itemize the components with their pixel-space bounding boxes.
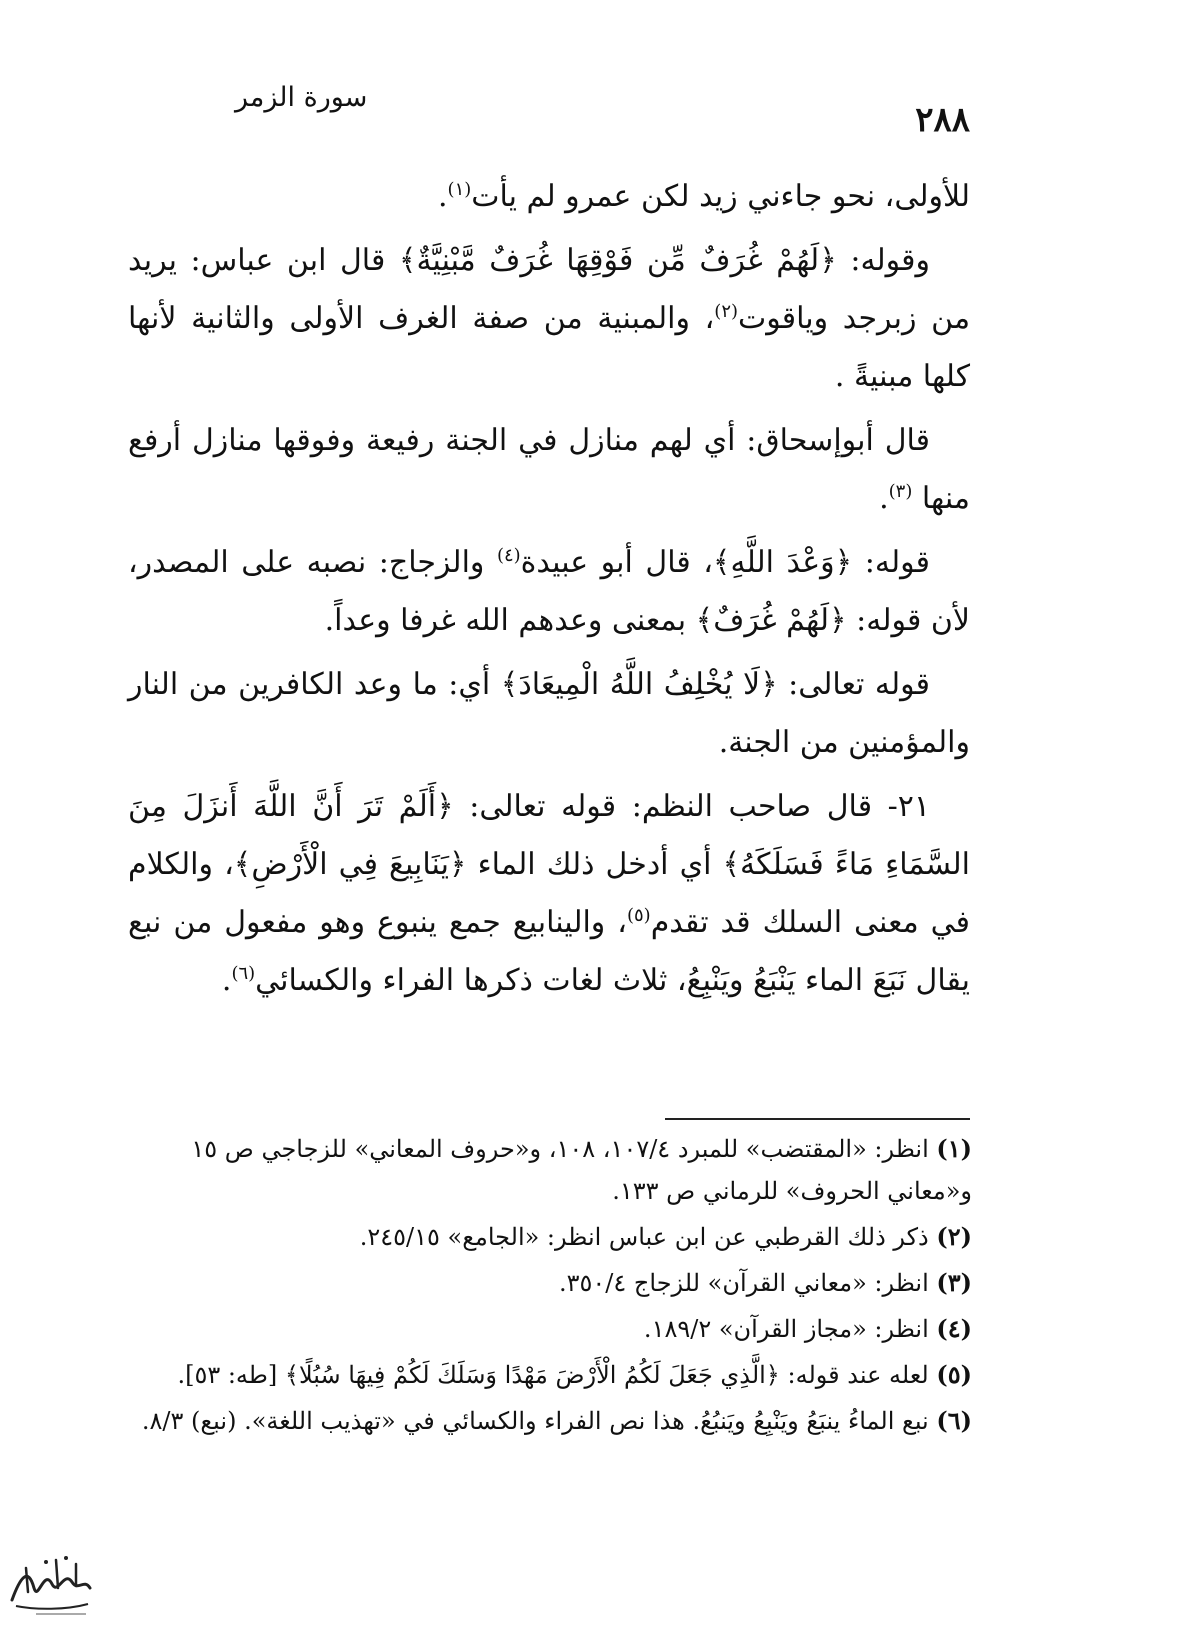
paragraph-text: ٢١- قال صاحب النظم: قوله تعالى: xyxy=(453,789,930,824)
paragraph-text: قال أبوإسحاق: أي لهم منازل في الجنة رفيعة وفوقها منازل أرفع منها xyxy=(128,423,970,516)
footnote xyxy=(112,1308,972,1350)
paragraph-text: وقوله: xyxy=(836,243,930,278)
paragraph-text: بمعنى وعدهم الله غرفا وعداً. xyxy=(324,603,696,638)
paragraph-5 xyxy=(128,656,970,772)
footnote-ref: (١) xyxy=(447,179,472,200)
main-text xyxy=(128,168,970,1016)
quran-verse: ﴿أَلَمْ تَرَ أَنَّ اللَّهَ أَنزَلَ مِنَ السَّمَاءِ مَاءً فَسَلَكَهُ﴾ xyxy=(128,789,971,882)
quran-verse: ﴿لَهُمْ غُرَفٌ مِّن فَوْقِهَا غُرَفٌ مَّبْنِيَّةٌ﴾ xyxy=(398,243,837,278)
paragraph-3 xyxy=(128,412,970,528)
footnote-number: (٤) xyxy=(936,1314,972,1343)
paragraph-text: أي: ما وعد الكافرين من النار والمؤمنين من الجنة. xyxy=(128,667,970,760)
paragraph-text: ، والينابيع جمع ينبوع وهو مفعول من نبع يقال نَبَعَ الماء يَنْبَعُ ويَنْبِعُ، ثلاث لغات ذكرها الفراء والكسائي xyxy=(128,905,970,998)
footnote-ref: (٥) xyxy=(626,905,651,926)
paragraph-text: قوله: xyxy=(852,545,930,580)
paragraph-text: أي أدخل ذلك الماء xyxy=(466,847,723,882)
paragraph-text: . xyxy=(221,963,232,998)
footnotes xyxy=(112,1128,972,1446)
paragraph-text: . xyxy=(437,179,448,214)
paragraph-text: ، والكلام في معنى السلك قد تقدم xyxy=(128,847,970,940)
footnote-ref: (٣) xyxy=(888,481,913,502)
paragraph-text: ، قال أبو عبيدة xyxy=(520,545,713,580)
page-number: ٢٨٨ xyxy=(915,100,970,140)
footnote-ref: (٤) xyxy=(496,545,521,566)
footnote-divider xyxy=(665,1118,970,1120)
footnote xyxy=(112,1262,972,1304)
paragraph-text: . xyxy=(879,481,889,516)
footnote-text: انظر: «المقتضب» للمبرد ١٠٧/٤، ١٠٨، و«حروف المعاني» للزجاجي ص ١٥ و«معاني الحروف» للرماني ص ١٣٣. xyxy=(191,1135,972,1205)
paragraph-4 xyxy=(128,534,970,650)
footnote xyxy=(112,1128,972,1212)
footnote-text: نبع الماءُ ينبَعُ ويَنْبِعُ ويَنبُعُ. هذا نص الفراء والكسائي في «تهذيب اللغة». (نبع) ٨/٣. xyxy=(141,1407,929,1435)
paragraph-2 xyxy=(128,232,970,406)
footnote-number: (٥) xyxy=(936,1360,972,1389)
quran-verse: ﴿لَهُمْ غُرَفٌ﴾ xyxy=(695,603,847,638)
footnote-text: انظر: «معاني القرآن» للزجاج ٣٥٠/٤. xyxy=(558,1269,929,1297)
footnote-ref: (٢) xyxy=(714,301,739,322)
paragraph-text: قال ابن عباس: يريد من زبرجد وياقوت xyxy=(128,243,971,336)
footnote-number: (١) xyxy=(936,1134,972,1163)
paragraph-6 xyxy=(128,778,970,1010)
footnote-text: لعله عند قوله: ﴿الَّذِي جَعَلَ لَكُمُ الْأَرْضَ مَهْدًا وَسَلَكَ لَكُمْ فِيهَا سُبُلًا﴾ [طه: ٥٣]. xyxy=(177,1361,929,1389)
watermark-seal-logo xyxy=(6,1548,96,1620)
footnote xyxy=(112,1400,972,1442)
quran-verse: ﴿لَا يُخْلِفُ اللَّهُ الْمِيعَادَ﴾ xyxy=(500,667,778,702)
footnote xyxy=(112,1354,972,1396)
footnote-ref: (٦) xyxy=(231,963,256,984)
page-header xyxy=(230,70,970,140)
paragraph-1 xyxy=(128,168,970,226)
footnote-number: (٣) xyxy=(936,1268,972,1297)
surah-title: سورة الزمر xyxy=(235,82,368,113)
paragraph-text: ، والمبنية من صفة الغرف الأولى والثانية لأنها كلها مبنيةً . xyxy=(128,301,970,394)
footnote xyxy=(112,1216,972,1258)
footnote-number: (٦) xyxy=(936,1406,972,1435)
paragraph-text: للأولى، نحو جاءني زيد لكن عمرو لم يأت xyxy=(471,179,970,214)
quran-verse: ﴿يَنَابِيعَ فِي الْأَرْضِ﴾ xyxy=(233,847,467,882)
paragraph-text: والزجاج: نصبه على المصدر، لأن قوله: xyxy=(128,545,970,638)
footnote-text: انظر: «مجاز القرآن» ١٨٩/٢. xyxy=(643,1315,929,1343)
quran-verse: ﴿وَعْدَ اللَّهِ﴾ xyxy=(712,545,853,580)
footnote-number: (٢) xyxy=(936,1222,972,1251)
paragraph-text: قوله تعالى: xyxy=(777,667,930,702)
footnote-text: ذكر ذلك القرطبي عن ابن عباس انظر: «الجامع» ٢٤٥/١٥. xyxy=(359,1223,929,1251)
